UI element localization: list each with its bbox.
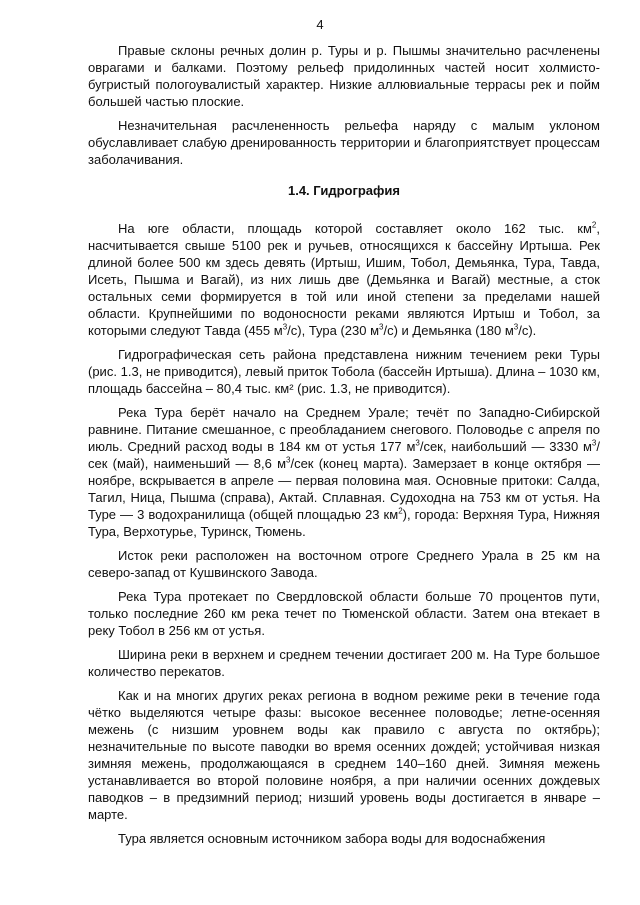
paragraph-tura (88, 404, 600, 540)
superscript: 3 (286, 455, 291, 465)
text-span: /сек, наибольший — 3330 м (419, 439, 592, 454)
paragraph-regime: Как и на многих других реках региона в водном режиме реки в течение года чётко выделяются четыре фазы: высокое весеннее половодье; летне-осенняя межень (с низшим уровнем воды как правило с августа по октябрь); незначительные по высоте паводки во время осенних дождей; устойчивая низкая зимняя межень, продолжающаяся в среднем 140–160 дней. Зимняя межень устанавливается во второй половине ноября, а при наличии осенних дождевых паводков – в предзимний период; низший уровень воды достигается в январе – марте. (88, 688, 600, 822)
superscript: 2 (591, 220, 597, 230)
text-span: ), города: Верхняя Тура, Нижняя Тура, Верхотурье, Туринск, Тюмень. (88, 507, 600, 539)
paragraph-area (88, 220, 600, 339)
paragraph-source: Исток реки расположен на восточном отроге Среднего Урала в 25 км на северо-запад от Кушвинского Завода. (88, 548, 600, 580)
text-span: /с) и Демьянка (180 м (383, 323, 514, 338)
hydrography-text (88, 220, 600, 847)
paragraph-water-supply: Тура является основным источником забора воды для водоснабжения (118, 831, 546, 846)
superscript: 3 (513, 322, 519, 332)
text-span: /с), Тура (230 м (287, 323, 380, 338)
paragraph-network: Гидрографическая сеть района представлена нижним течением реки Туры (рис. 1.3, не приводится), левый приток Тобола (бассейн Иртыша). Длина – 1030 км, площадь бассейна – 80,4 тыс. км² (рис. 1.3, не приводится). (88, 347, 600, 396)
superscript: 2 (398, 506, 403, 516)
superscript: 3 (591, 438, 597, 448)
page-number: 4 (316, 17, 324, 32)
superscript: 3 (282, 322, 288, 332)
text-span: , насчитывается свыше 5100 рек и ручьев, относящихся к бассейну Иртыша. Рек длиной более 500 км здесь девять (Иртыш, Ишим, Тобол, Демьянка, Тура, Тавда, Исеть, Пышма и Вагай), из них лишь две (Демьянка и Вагай) местные, а сток остальных семи формируется в той или иной степени за пределами нашей области. Крупнейшими по водоносности реками являются Иртыш и Тобол, за которыми следуют Тавда (455 м (88, 221, 600, 338)
text-span: На юге области, площадь которой составляет около 162 тыс. км (118, 221, 592, 236)
paragraph-width: Ширина реки в верхнем и среднем течении достигает 200 м. На Туре большое количество перекатов. (88, 647, 600, 679)
paragraph-drainage: Незначительная расчлененность рельефа наряду с малым уклоном обуславливает слабую дренированность территории и благоприятствует процессам заболачивания. (88, 118, 600, 167)
section-heading: 1.4. Гидрография (287, 183, 400, 198)
superscript: 3 (415, 438, 420, 448)
text-span: /сек (май), наименьший — 8,6 м (88, 439, 600, 471)
text-span: /сек (конец марта). Замерзает в конце октября — ноябре, вскрывается в апреле — первая половина мая. Основные притоки: Салда, Тагил, Ница, Пышма (справа), Актай. Сплавная. Судоходна на 753 км от устья. На Туре — 3 водохранилища (общей площадью 23 км (88, 456, 601, 522)
paragraph-relief: Правые склоны речных долин р. Туры и р. Пышмы значительно расчленены оврагами и балками. Поэтому рельеф придолинных частей носит холмисто-бугристый пологоувалистый характер. Низкие аллювиальные террасы рек и пойм большей частью плоские. (88, 43, 600, 109)
intro-text (88, 38, 600, 168)
text-span: /с). (518, 323, 537, 338)
superscript: 3 (379, 322, 384, 332)
text-span: Река Тура берёт начало на Среднем Урале; течёт по Западно-Сибирской равнине. Питание смешанное, с преобладанием снегового. Половодье с апреля по июль. Средний расход воды в 184 км от устья 177 м (88, 405, 600, 454)
paragraph-flow: Река Тура протекает по Свердловской области больше 70 процентов пути, только последние 260 км река течет по Тюменской области. Затем она втекает в реку Тобол в 256 км от устья. (88, 589, 600, 638)
